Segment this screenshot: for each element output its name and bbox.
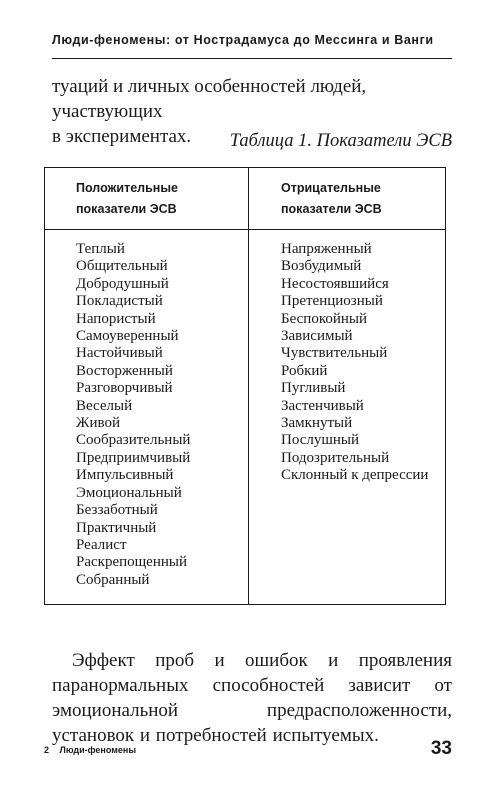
trait-item: Самоуверенный xyxy=(76,328,179,345)
intro-line: в экспериментах. xyxy=(52,126,192,147)
trait-item: Веселый xyxy=(76,397,133,414)
trait-item: Чувствительный xyxy=(281,345,388,362)
esp-indicators-table xyxy=(44,167,446,605)
negative-traits-list xyxy=(281,241,428,485)
trait-item: Беспокойный xyxy=(281,310,368,327)
signature-number: 2 xyxy=(44,745,50,755)
column-header-line: Положительные xyxy=(76,181,178,195)
running-header: Люди-феномены: от Нострадамуса до Мессинга и Ванги xyxy=(52,33,434,47)
trait-item: Возбудимый xyxy=(281,258,362,275)
table-header-rule xyxy=(45,229,445,230)
trait-item: Добродушный xyxy=(76,275,169,292)
table-caption: Таблица 1. Показатели ЭСВ xyxy=(229,131,452,151)
trait-item: Импульсивный xyxy=(76,467,174,484)
intro-line: туаций и личных особенностей людей, участвующих xyxy=(52,76,367,122)
column-header-line: Отрицательные xyxy=(281,181,381,195)
header-rule xyxy=(52,58,452,59)
column-header-line: показатели ЭСВ xyxy=(281,202,382,216)
positive-traits-list xyxy=(76,241,190,589)
trait-item: Напряженный xyxy=(281,241,372,257)
trait-item: Зависимый xyxy=(281,328,353,345)
trait-item: Реалист xyxy=(76,536,127,553)
trait-item: Послушный xyxy=(281,432,360,449)
trait-item: Эмоциональный xyxy=(76,484,182,501)
trait-item: Замкнутый xyxy=(281,415,353,432)
table-column-divider xyxy=(248,168,249,604)
trait-item: Склонный к депрессии xyxy=(281,467,429,484)
footer-signature xyxy=(44,745,136,755)
trait-item: Покладистый xyxy=(76,293,163,310)
trait-item: Раскрепощенный xyxy=(76,554,187,571)
trait-item: Пугливый xyxy=(281,380,346,397)
trait-item: Восторженный xyxy=(76,362,173,379)
trait-item: Подозрительный xyxy=(281,449,390,466)
positive-column-header xyxy=(76,178,178,220)
trait-item: Теплый xyxy=(76,241,125,257)
trait-item: Напористый xyxy=(76,310,156,327)
trait-item: Беззаботный xyxy=(76,502,158,519)
negative-column-header xyxy=(281,178,382,220)
trait-item: Собранный xyxy=(76,571,150,588)
trait-item: Живой xyxy=(76,415,120,432)
page-number: 33 xyxy=(430,738,452,759)
trait-item: Общительный xyxy=(76,258,168,275)
trait-item: Робкий xyxy=(281,362,328,379)
trait-item: Разговорчивый xyxy=(76,380,173,397)
trait-item: Застенчивый xyxy=(281,397,364,414)
signature-title: Люди-феномены xyxy=(59,745,137,755)
trait-item: Претенциозный xyxy=(281,293,383,310)
trait-item: Практичный xyxy=(76,519,157,536)
trait-item: Сообразительный xyxy=(76,432,191,449)
trait-item: Настойчивый xyxy=(76,345,163,362)
outro-paragraph: Эффект проб и ошибок и проявления паранормальных способностей зависит от эмоциональной предрасположенности, установок и потребностей испытуемых. xyxy=(52,650,452,746)
trait-item: Несостоявшийся xyxy=(281,275,389,292)
column-header-line: показатели ЭСВ xyxy=(76,202,177,216)
trait-item: Предприимчивый xyxy=(76,449,191,466)
